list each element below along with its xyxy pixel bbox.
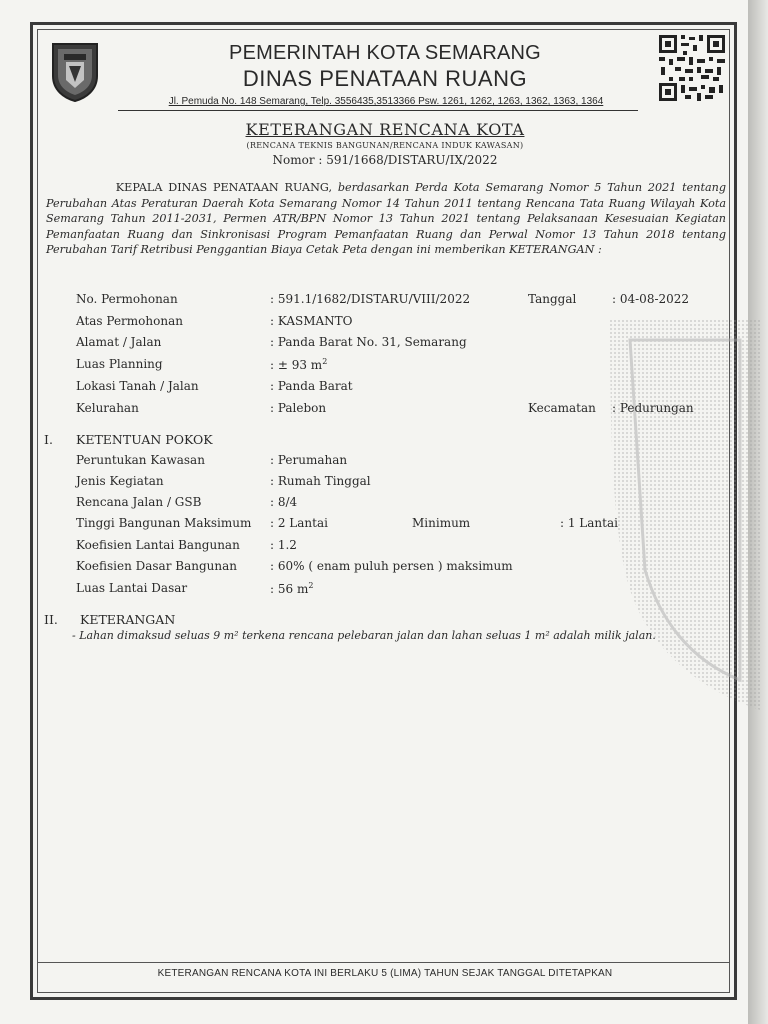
document-number: Nomor : 591/1668/DISTARU/IX/2022 <box>272 153 498 167</box>
section-2-heading: KETERANGAN <box>80 612 176 627</box>
luas-lantai-dasar-value <box>270 581 313 596</box>
peruntukan-label: Peruntukan Kawasan <box>76 453 205 467</box>
validity-footer: KETERANGAN RENCANA KOTA INI BERLAKU 5 (LIMA) TAHUN SEJAK TANGGAL DITETAPKAN <box>157 968 613 979</box>
lokasi-label: Lokasi Tanah / Jalan <box>76 379 199 393</box>
header-divider <box>118 110 638 111</box>
rencana-jalan-label: Rencana Jalan / GSB <box>76 495 202 509</box>
kecamatan-value: : Pedurungan <box>612 401 694 415</box>
klb-label: Koefisien Lantai Bangunan <box>76 538 240 552</box>
kelurahan-label: Kelurahan <box>76 401 139 415</box>
document-subtitle: (RENCANA TEKNIS BANGUNAN/RENCANA INDUK KAWASAN) <box>246 141 524 150</box>
alamat-label: Alamat / Jalan <box>76 335 162 349</box>
kdb-label: Koefisien Dasar Bangunan <box>76 559 237 573</box>
intro-paragraph <box>46 180 726 258</box>
section-2-note: - Lahan dimaksud seluas 9 m² terkena rencana pelebaran jalan dan lahan seluas 1 m² adalah milik jalan. <box>72 629 656 642</box>
jenis-kegiatan-label: Jenis Kegiatan <box>76 474 164 488</box>
footer-divider <box>37 962 730 963</box>
atas-permohonan-value: : KASMANTO <box>270 314 353 328</box>
kecamatan-label: Kecamatan <box>528 401 596 415</box>
section-1-numeral: I. <box>44 432 53 447</box>
city-emblem-logo <box>50 40 100 102</box>
section-1-heading: KETENTUAN POKOK <box>76 432 213 447</box>
agency-address: Jl. Pemuda No. 148 Semarang, Telp. 3556435,3513366 Psw. 1261, 1262, 1263, 1362, 1363, 1364 <box>168 96 604 107</box>
no-permohonan-value: : 591.1/1682/DISTARU/VIII/2022 <box>270 292 471 306</box>
tanggal-label: Tanggal <box>528 292 577 306</box>
document-title: KETERANGAN RENCANA KOTA <box>245 120 525 139</box>
faded-stamp-mark <box>590 320 760 710</box>
lokasi-value: : Panda Barat <box>270 379 353 393</box>
luas-planning-amount: : ± 93 m <box>270 358 323 372</box>
kelurahan-value: : Palebon <box>270 401 327 415</box>
tinggi-bangunan-label: Tinggi Bangunan Maksimum <box>76 516 252 530</box>
luas-lantai-dasar-label: Luas Lantai Dasar <box>76 581 188 595</box>
tinggi-bangunan-value: : 2 Lantai <box>270 516 328 530</box>
intro-lead: KEPALA DINAS PENATAAN RUANG, <box>115 181 332 194</box>
peruntukan-value: : Perumahan <box>270 453 348 467</box>
kdb-value: : 60% ( enam puluh persen ) maksimum <box>270 559 513 573</box>
luas-planning-value <box>270 357 327 372</box>
luas-planning-sup: 2 <box>322 357 328 366</box>
government-name: PEMERINTAH KOTA SEMARANG <box>229 42 541 64</box>
jenis-kegiatan-value: : Rumah Tinggal <box>270 474 371 488</box>
rencana-jalan-value: : 8/4 <box>270 495 298 509</box>
minimum-label: Minimum <box>412 516 471 530</box>
no-permohonan-label: No. Permohonan <box>76 292 178 306</box>
luas-planning-label: Luas Planning <box>76 357 163 371</box>
agency-name: DINAS PENATAAN RUANG <box>242 66 528 91</box>
alamat-value: : Panda Barat No. 31, Semarang <box>270 335 467 349</box>
luas-lantai-dasar-amount: : 56 m <box>270 582 309 596</box>
qr-code <box>657 33 727 103</box>
minimum-value: : 1 Lantai <box>560 516 618 530</box>
klb-value: : 1.2 <box>270 538 297 552</box>
section-2-numeral: II. <box>44 612 58 627</box>
tanggal-value: : 04-08-2022 <box>612 292 690 306</box>
atas-permohonan-label: Atas Permohonan <box>76 314 183 328</box>
intro-text: berdasarkan Perda Kota Semarang Nomor 5 Tahun 2021 tentang Perubahan Atas Peraturan Daerah Kota Semarang Nomor 14 Tahun 2011 tentang Rencana Tata Ruang Wilayah Kota Semarang Tahun 2011-2031, Permen ATR/BPN Nomor 13 Tahun 2021 tentang Pelaksanaan Kesesuaian Kegiatan Pemanfaatan Ruang dan Sinkronisasi Program Pemanfaatan Ruang dan Perwal Nomor 13 Tahun 2018 tentang Perubahan Tarif Retribusi Penggantian Biaya Cetak Peta dengan ini memberikan KETERANGAN : <box>46 181 726 256</box>
luas-lantai-dasar-sup: 2 <box>308 581 314 590</box>
